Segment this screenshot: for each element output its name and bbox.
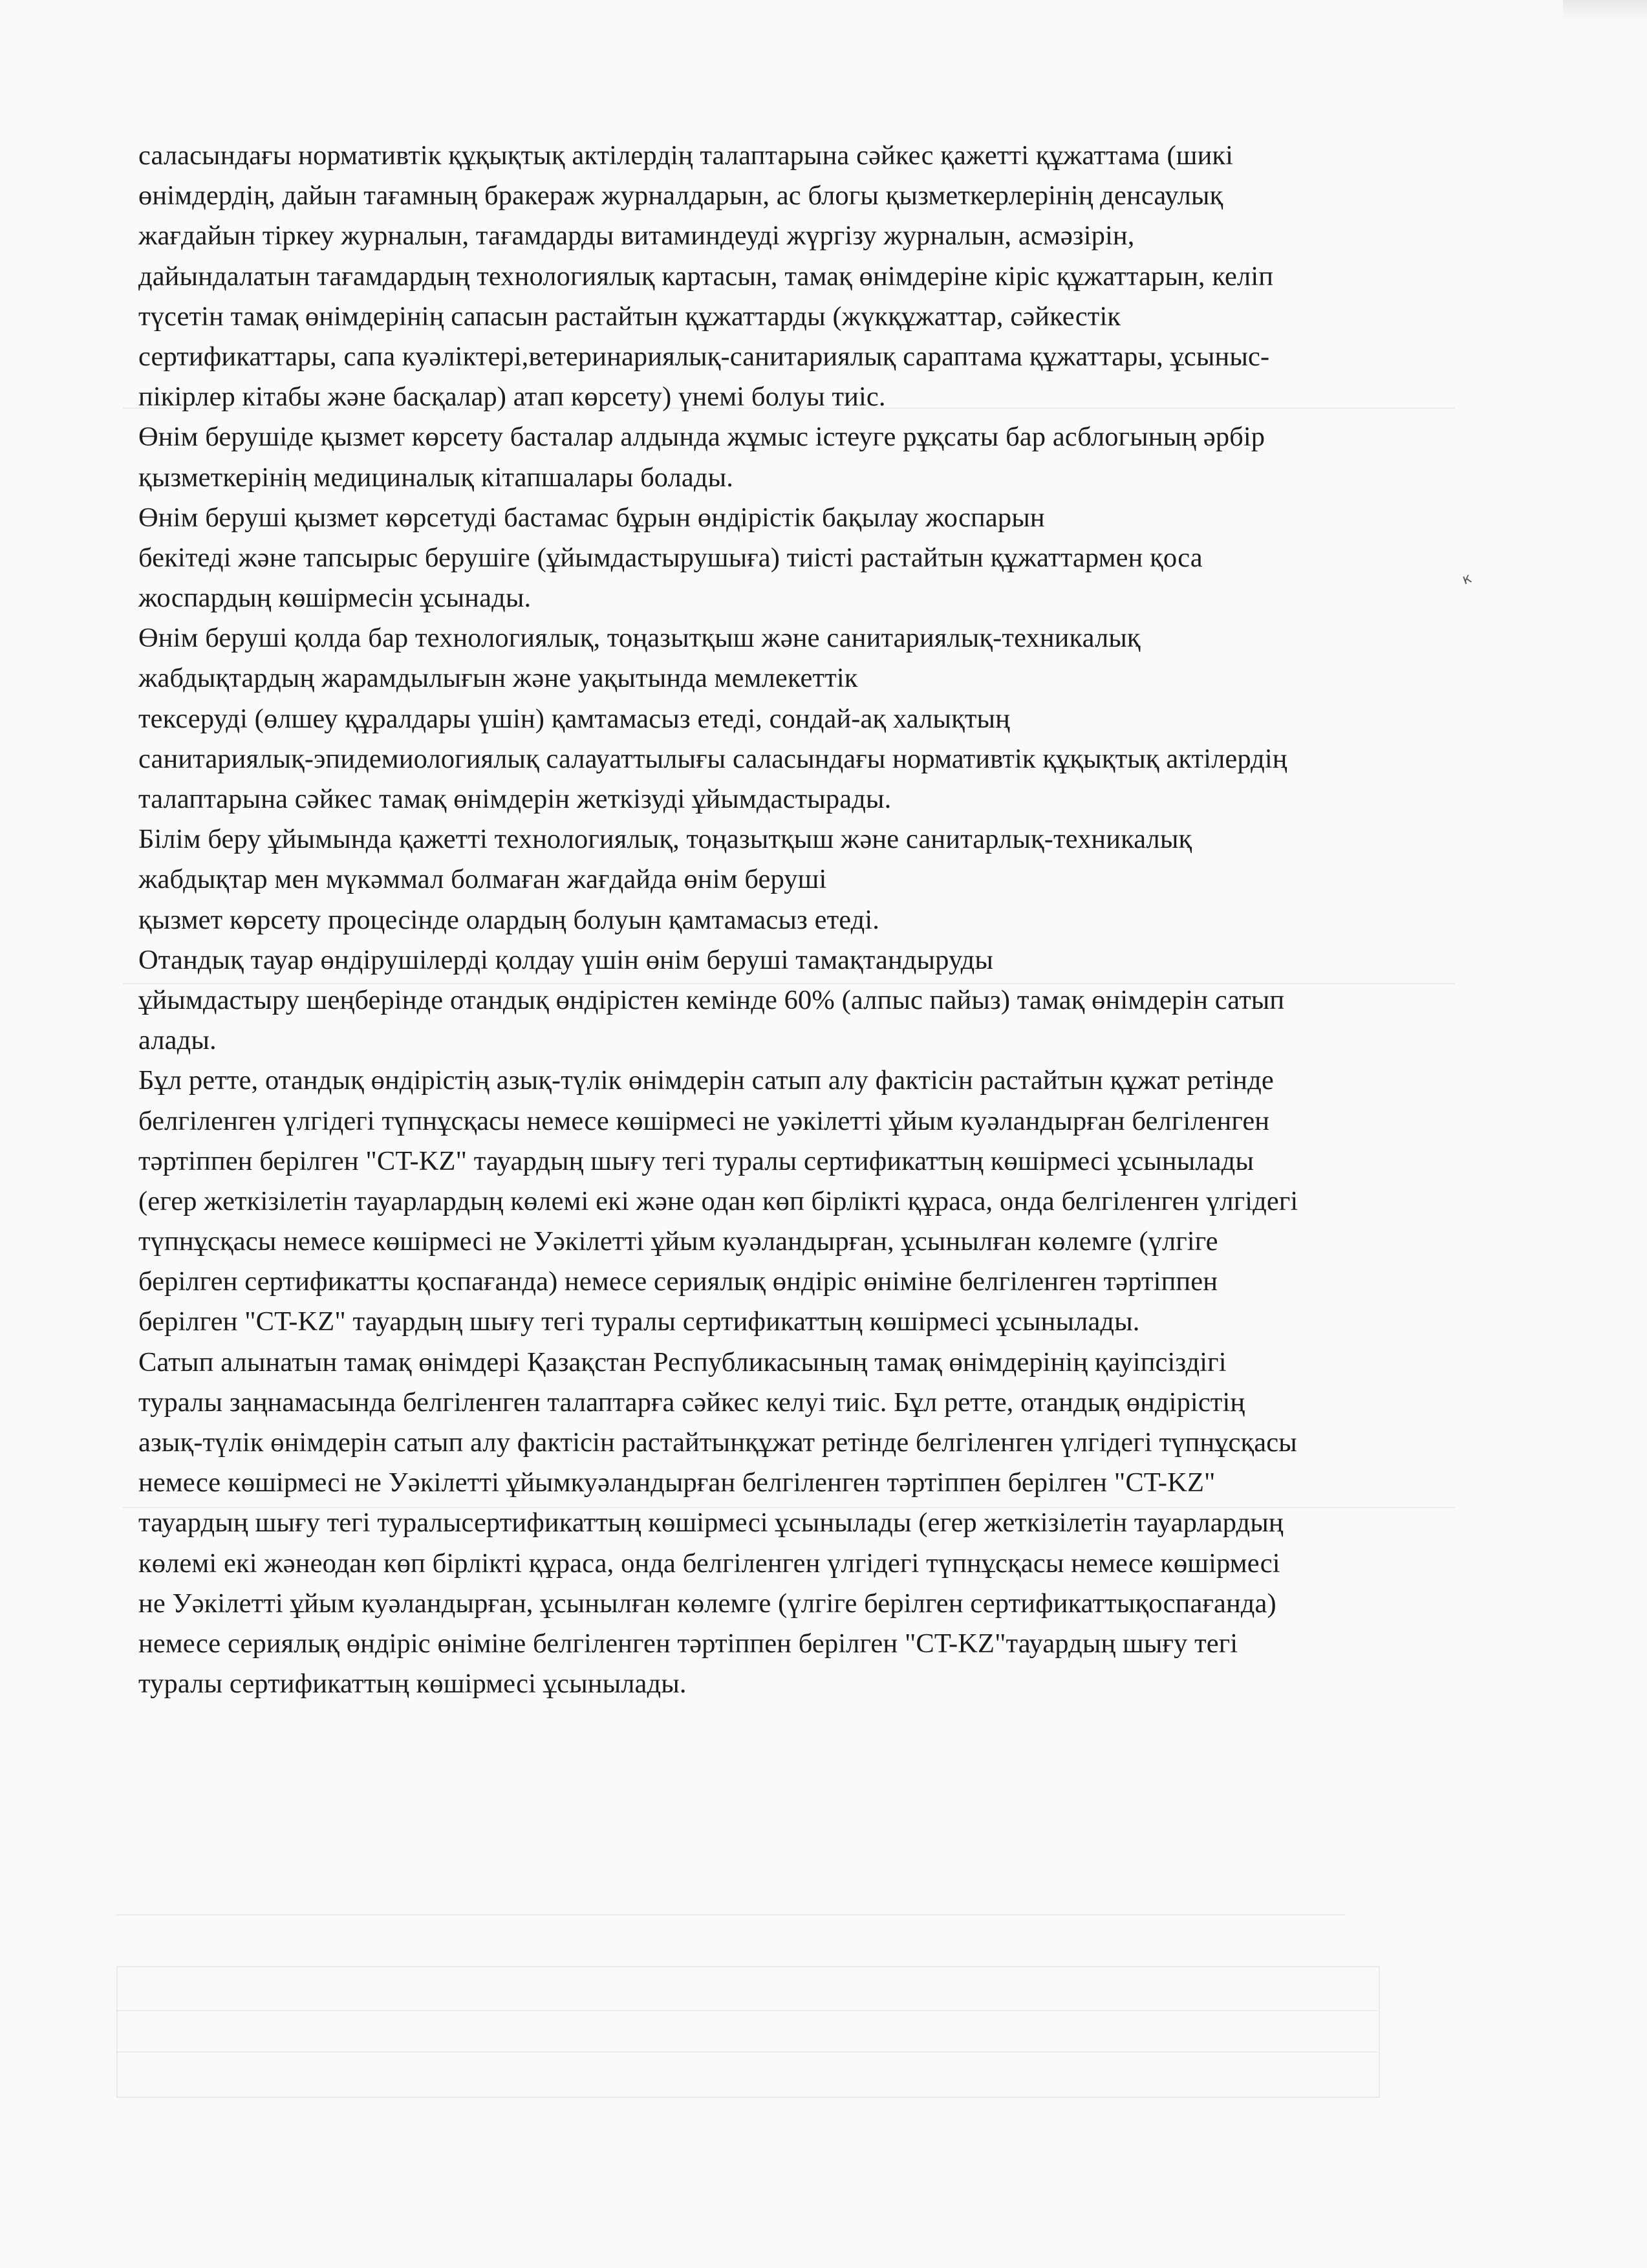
text-line: берілген "CT-KZ" тауардың шығу тегі туралы сертификаттың көшірмесі ұсынылады. bbox=[138, 1306, 1140, 1337]
text-line: сертификаттары, сапа куәліктері,ветеринариялық-санитариялық сараптама құжаттары, ұсыныс- bbox=[138, 341, 1270, 372]
text-line: тәртіппен берілген "CT-KZ" тауардың шығу тегі туралы сертификаттың көшірмесі ұсынылады bbox=[138, 1145, 1254, 1176]
document-body bbox=[138, 136, 1503, 1704]
text-line: ұйымдастыру шеңберінде отандық өндірістен кемінде 60% (алпыс пайыз) тамақ өнімдерін сатып bbox=[138, 984, 1285, 1015]
text-line: немесе көшірмесі не Уәкілетті ұйымкуәландырған белгіленген тәртіппен берілген "CT-KZ" bbox=[138, 1467, 1216, 1498]
text-line: немесе сериялық өндіріс өніміне белгіленген тәртіппен берілген "CT-KZ"тауардың шығу тегі bbox=[138, 1628, 1238, 1659]
text-line: Отандық тауар өндірушілерді қолдау үшін өнім беруші тамақтандыруды bbox=[138, 944, 994, 975]
text-line: туралы заңнамасында белгіленген талаптарға сәйкес келуі тиіс. Бұл ретте, отандық өндірістің bbox=[138, 1387, 1245, 1418]
text-line: санитариялық-эпидемиологиялық салауаттылығы саласындағы нормативтік құқықтық актілердің bbox=[138, 743, 1287, 774]
text-line: талаптарына сәйкес тамақ өнімдерін жеткізуді ұйымдастырады. bbox=[138, 784, 892, 814]
text-line: Өнім беруші қызмет көрсетуді бастамас бұрын өндірістік бақылау жоспарын bbox=[138, 502, 1045, 533]
text-line: (егер жеткізілетін тауарлардың көлемі екі және одан көп бірлікті құраса, онда белгіленген үлгідегі bbox=[138, 1185, 1298, 1216]
text-line: азық-түлік өнімдерін сатып алу фактісін растайтынқұжат ретінде белгіленген үлгідегі түпнұсқасы bbox=[138, 1427, 1297, 1458]
text-line: көлемі екі жәнеодан көп бірлікті құраса, онда белгіленген үлгідегі түпнұсқасы немесе көшірмесі bbox=[138, 1548, 1280, 1579]
text-line: Өнім берушіде қызмет көрсету басталар алдында жұмыс істеуге рұқсаты бар асблогының әрбір bbox=[138, 422, 1265, 453]
text-line: Бұл ретте, отандық өндірістің азық-түлік өнімдерін сатып алу фактісін растайтын құжат ретінде bbox=[138, 1065, 1274, 1096]
text-line: өнімдердің, дайын тағамның бракераж журналдарын, ас блогы қызметкерлерінің денсаулық bbox=[138, 180, 1223, 211]
text-line: белгіленген үлгідегі түпнұсқасы немесе көшірмесі не уәкілетті ұйым куәландырған белгіленген bbox=[138, 1105, 1270, 1136]
text-line: жабдықтар мен мүкәммал болмаған жағдайда өнім беруші bbox=[138, 864, 827, 895]
text-line: түсетін тамақ өнімдерінің сапасын растайтын құжаттарды (жүкқұжаттар, сәйкестік bbox=[138, 301, 1121, 332]
text-line: дайындалатын тағамдардың технологиялық картасын, тамақ өнімдеріне кіріс құжаттарын, келіп bbox=[138, 261, 1274, 292]
text-line: қызмет көрсету процесінде олардың болуын қамтамасыз етеді. bbox=[138, 904, 880, 935]
text-line: Өнім беруші қолда бар технологиялық, тоңазытқыш және санитариялық-техникалық bbox=[138, 623, 1141, 654]
show-through-line bbox=[116, 1914, 1345, 1916]
show-through-table-row bbox=[116, 2010, 1377, 2011]
text-line: туралы сертификаттың көшірмесі ұсынылады. bbox=[138, 1669, 687, 1700]
text-line: қызметкерінің медициналық кітапшалары болады. bbox=[138, 462, 733, 493]
text-line: Білім беру ұйымында қажетті технологиялық, тоңазытқыш және санитарлық-техникалық bbox=[138, 824, 1192, 855]
text-line: не Уәкілетті ұйым куәландырған, ұсынылған көлемге (үлгіге берілген сертификаттықоспағанда) bbox=[138, 1588, 1276, 1619]
text-line: Сатып алынатын тамақ өнімдері Қазақстан Республикасының тамақ өнімдерінің қауіпсіздігі bbox=[138, 1346, 1227, 1377]
text-line: тауардың шығу тегі туралысертификаттың көшірмесі ұсынылады (егер жеткізілетін тауарлардың bbox=[138, 1507, 1284, 1539]
show-through-table bbox=[116, 1966, 1380, 2098]
text-line: алады. bbox=[138, 1025, 217, 1056]
text-line: түпнұсқасы немесе көшірмесі не Уәкілетті ұйым куәландырған, ұсынылған көлемге (үлгіге bbox=[138, 1226, 1218, 1257]
text-line: жағдайын тіркеу журналын, тағамдарды витаминдеуді жүргізу журналын, асмәзірін, bbox=[138, 221, 1135, 252]
text-line: пікірлер кітабы және басқалар) атап көрсету) үнемі болуы тиіс. bbox=[138, 382, 886, 413]
text-line: жоспардың көшірмесін ұсынады. bbox=[138, 583, 532, 614]
text-line: жабдықтардың жарамдылығын және уақытында мемлекеттік bbox=[138, 663, 858, 694]
page-corner-fold bbox=[1563, 0, 1647, 22]
text-line: саласындағы нормативтік құқықтық актілердің талаптарына сәйкес қажетті құжаттама (шикі bbox=[138, 140, 1234, 171]
show-through-table-row bbox=[116, 2051, 1377, 2053]
text-line: тексеруді (өлшеу құралдары үшін) қамтамасыз етеді, сондай-ақ халықтың bbox=[138, 703, 1010, 734]
text-line: берілген сертификатты қоспағанда) немесе сериялық өндіріс өніміне белгіленген тәртіппен bbox=[138, 1266, 1218, 1297]
pen-mark: к bbox=[1460, 570, 1474, 589]
text-line: бекітеді және тапсырыс берушіге (ұйымдастырушыға) тиісті растайтын құжаттармен қоса bbox=[138, 542, 1203, 573]
